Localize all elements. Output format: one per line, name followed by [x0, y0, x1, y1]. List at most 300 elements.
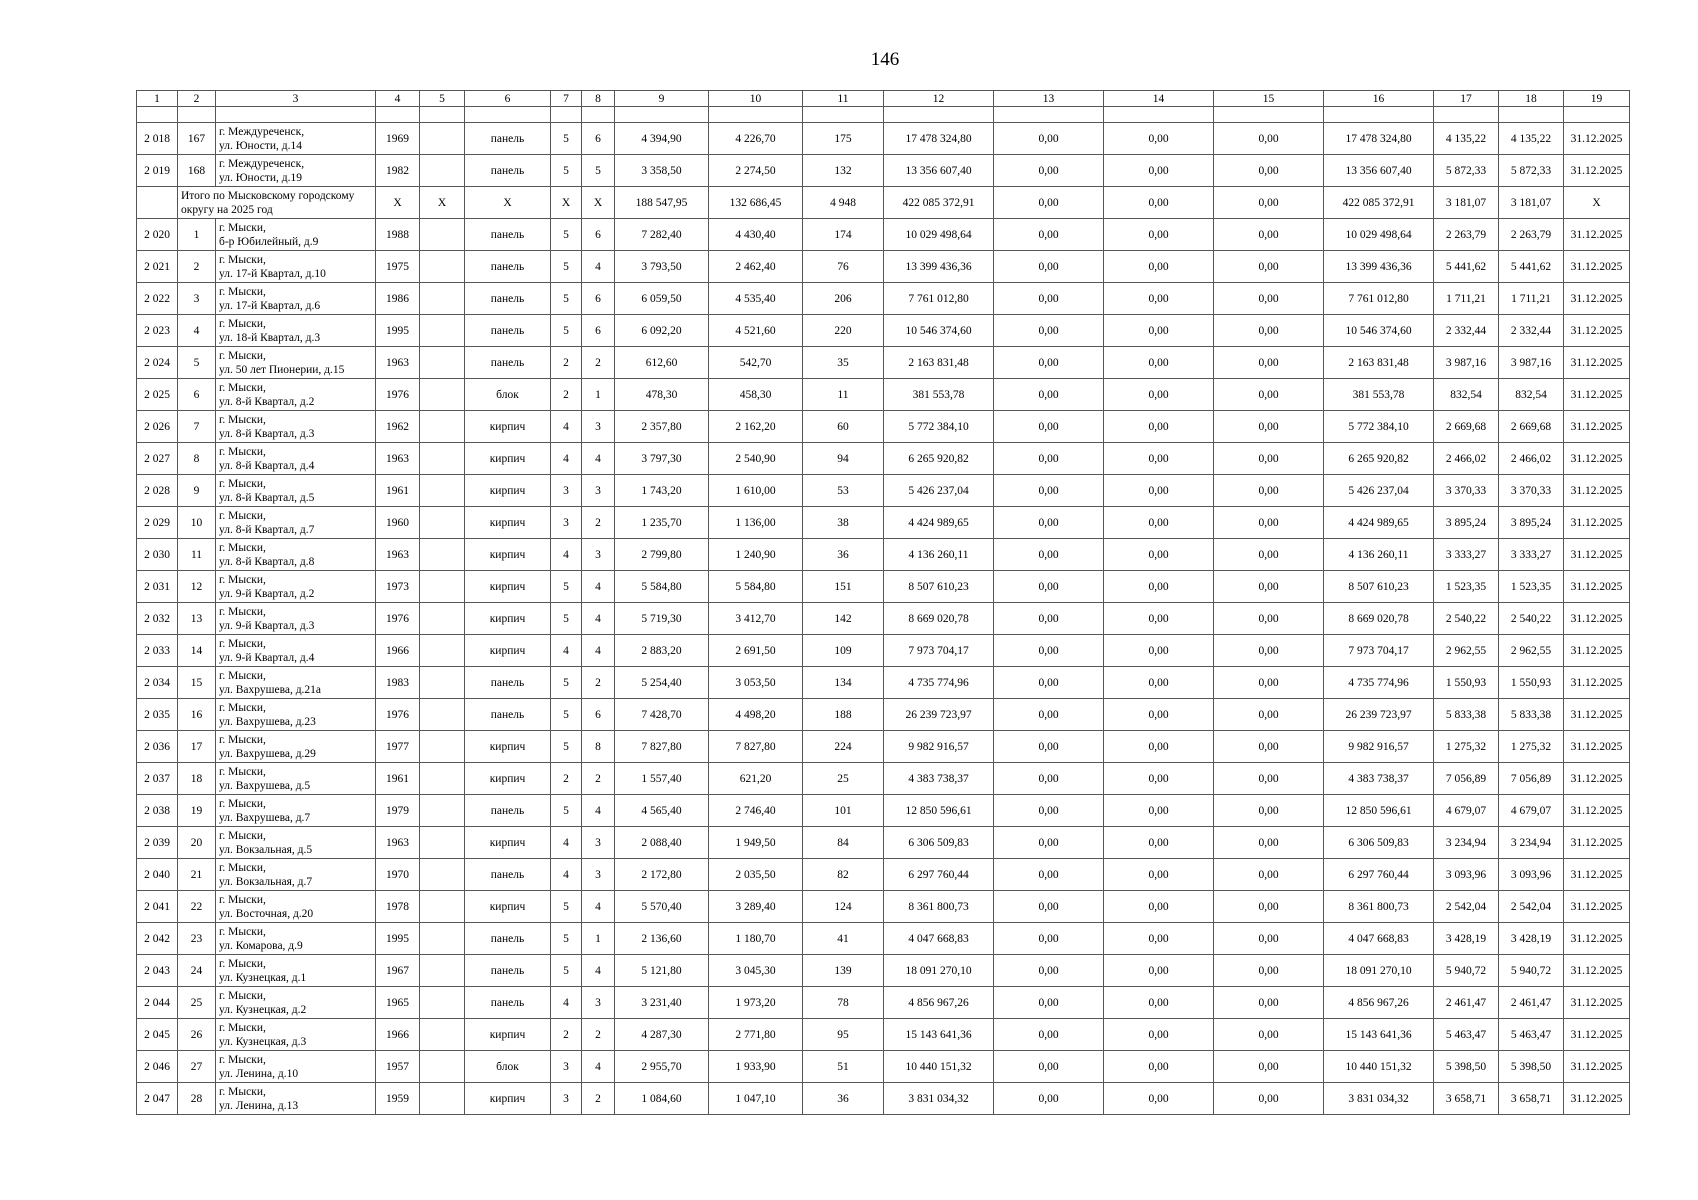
- cell-col-12: 5 426 237,04: [884, 475, 994, 507]
- cell-col-7: 5: [551, 283, 582, 315]
- cell-col-10: 2 691,50: [709, 635, 803, 667]
- column-header-11: 11: [803, 91, 884, 107]
- table-row: [137, 443, 1630, 475]
- cell-col-5: [420, 379, 465, 411]
- cell-col-6: панель: [465, 123, 551, 155]
- cell-col-9: 5 254,40: [615, 667, 709, 699]
- cell-col-15: 0,00: [1214, 1051, 1324, 1083]
- cell-col-16: 13 356 607,40: [1324, 155, 1434, 187]
- cell-col-5: X: [420, 187, 465, 219]
- cell-col-4: 1995: [376, 923, 420, 955]
- cell-col-18: 2 542,04: [1499, 891, 1564, 923]
- address-city: г. Мыски,: [219, 285, 266, 298]
- cell-col-13: 0,00: [994, 315, 1104, 347]
- record-number: 2 019: [137, 155, 178, 187]
- cell-col-8: 4: [582, 955, 615, 987]
- cell-col-15: 0,00: [1214, 187, 1324, 219]
- cell-col-15: 0,00: [1214, 315, 1324, 347]
- cell-col-9: 2 955,70: [615, 1051, 709, 1083]
- cell-col-14: 0,00: [1104, 603, 1214, 635]
- cell-col-10: 1 610,00: [709, 475, 803, 507]
- cell-col-13: 0,00: [994, 123, 1104, 155]
- address-city: г. Мыски,: [219, 413, 266, 426]
- cell-col-7: 5: [551, 891, 582, 923]
- cell-col-19: 31.12.2025: [1564, 891, 1630, 923]
- table-row: [137, 347, 1630, 379]
- cell-col-9: 7 282,40: [615, 219, 709, 251]
- cell-col-9: 3 797,30: [615, 443, 709, 475]
- local-number: 3: [178, 283, 216, 315]
- cell-col-17: 1 275,32: [1434, 731, 1499, 763]
- cell-col-11: 174: [803, 219, 884, 251]
- cell-col-14: 0,00: [1104, 411, 1214, 443]
- column-header-1: 1: [137, 91, 178, 107]
- record-number: 2 030: [137, 539, 178, 571]
- cell-col-8: 6: [582, 699, 615, 731]
- cell-col-7: 5: [551, 699, 582, 731]
- cell-col-13: 0,00: [994, 603, 1104, 635]
- cell-col-8: 2: [582, 667, 615, 699]
- address-city: г. Междуреченск,: [219, 157, 305, 170]
- cell-col-13: 0,00: [994, 219, 1104, 251]
- address-cell: [216, 699, 376, 731]
- cell-col-16: 2 163 831,48: [1324, 347, 1434, 379]
- column-header-17: 17: [1434, 91, 1499, 107]
- cell-col-8: 6: [582, 219, 615, 251]
- cell-col-16: 10 440 151,32: [1324, 1051, 1434, 1083]
- local-number: 22: [178, 891, 216, 923]
- cell-col-7: 4: [551, 827, 582, 859]
- cell-col-13: 0,00: [994, 955, 1104, 987]
- column-header-8: 8: [582, 91, 615, 107]
- cell-col-15: 0,00: [1214, 539, 1324, 571]
- cell-col-9: 478,30: [615, 379, 709, 411]
- cell-col-18: 2 332,44: [1499, 315, 1564, 347]
- cell-col-4: 1995: [376, 315, 420, 347]
- cell-col-7: 5: [551, 571, 582, 603]
- cell-col-5: [420, 891, 465, 923]
- cell-col-6: панель: [465, 219, 551, 251]
- address-cell: [216, 411, 376, 443]
- cell-col-16: 3 831 034,32: [1324, 1083, 1434, 1115]
- cell-col-19: 31.12.2025: [1564, 347, 1630, 379]
- local-number: 168: [178, 155, 216, 187]
- cell-col-18: 1 275,32: [1499, 731, 1564, 763]
- table-header: [137, 91, 1630, 107]
- cell-col-18: 4 679,07: [1499, 795, 1564, 827]
- cell-col-19: 31.12.2025: [1564, 635, 1630, 667]
- address-cell: [216, 667, 376, 699]
- cell-col-16: 6 265 920,82: [1324, 443, 1434, 475]
- cell-col-14: 0,00: [1104, 667, 1214, 699]
- address-street: ул. 8-й Квартал, д.8: [219, 555, 315, 568]
- cell-col-15: 0,00: [1214, 379, 1324, 411]
- cell-col-6: панель: [465, 795, 551, 827]
- cell-col-14: 0,00: [1104, 187, 1214, 219]
- cell-col-18: 3 987,16: [1499, 347, 1564, 379]
- record-number: 2 047: [137, 1083, 178, 1115]
- cell-col-7: 2: [551, 347, 582, 379]
- cell-col-10: 4 521,60: [709, 315, 803, 347]
- address-cell: [216, 283, 376, 315]
- cell-col-17: 2 542,04: [1434, 891, 1499, 923]
- cell-col-19: 31.12.2025: [1564, 539, 1630, 571]
- cell-col-4: 1959: [376, 1083, 420, 1115]
- cell-col-15: 0,00: [1214, 955, 1324, 987]
- cell-col-7: 2: [551, 1019, 582, 1051]
- address-street: ул. 8-й Квартал, д.5: [219, 491, 315, 504]
- column-header-9: 9: [615, 91, 709, 107]
- cell-col-14: 0,00: [1104, 283, 1214, 315]
- cell-col-17: 5 940,72: [1434, 955, 1499, 987]
- address-street: ул. Восточная, д.20: [219, 907, 314, 920]
- address-city: г. Мыски,: [219, 829, 266, 842]
- spacer-cell: [803, 107, 884, 123]
- cell-col-14: 0,00: [1104, 219, 1214, 251]
- cell-col-15: 0,00: [1214, 795, 1324, 827]
- cell-col-17: 5 833,38: [1434, 699, 1499, 731]
- cell-col-17: 2 461,47: [1434, 987, 1499, 1019]
- address-city: г. Мыски,: [219, 893, 266, 906]
- address-street: ул. 9-й Квартал, д.4: [219, 651, 315, 664]
- record-number: 2 033: [137, 635, 178, 667]
- cell-col-17: 3 428,19: [1434, 923, 1499, 955]
- local-number: 18: [178, 763, 216, 795]
- cell-col-17: 3 093,96: [1434, 859, 1499, 891]
- address-street: ул. Вахрушева, д.23: [219, 715, 316, 728]
- cell-col-7: 5: [551, 123, 582, 155]
- cell-col-9: 2 883,20: [615, 635, 709, 667]
- cell-col-4: 1983: [376, 667, 420, 699]
- cell-col-10: 4 226,70: [709, 123, 803, 155]
- cell-col-7: 5: [551, 155, 582, 187]
- cell-col-10: 621,20: [709, 763, 803, 795]
- table-row: [137, 635, 1630, 667]
- cell-col-13: 0,00: [994, 827, 1104, 859]
- table-row: [137, 1051, 1630, 1083]
- cell-col-5: [420, 603, 465, 635]
- cell-col-4: 1963: [376, 347, 420, 379]
- cell-col-7: 3: [551, 1051, 582, 1083]
- cell-col-16: 17 478 324,80: [1324, 123, 1434, 155]
- cell-col-14: 0,00: [1104, 539, 1214, 571]
- cell-col-15: 0,00: [1214, 603, 1324, 635]
- spacer-row: [137, 107, 1630, 123]
- cell-col-10: 1 047,10: [709, 1083, 803, 1115]
- cell-col-9: 5 719,30: [615, 603, 709, 635]
- cell-col-4: X: [376, 187, 420, 219]
- cell-col-14: 0,00: [1104, 379, 1214, 411]
- cell-col-8: X: [582, 187, 615, 219]
- address-street: ул. Юности, д.19: [219, 171, 303, 184]
- cell-col-14: 0,00: [1104, 155, 1214, 187]
- cell-col-6: панель: [465, 955, 551, 987]
- cell-col-14: 0,00: [1104, 827, 1214, 859]
- cell-col-13: 0,00: [994, 251, 1104, 283]
- cell-col-19: 31.12.2025: [1564, 763, 1630, 795]
- column-header-14: 14: [1104, 91, 1214, 107]
- cell-col-12: 10 029 498,64: [884, 219, 994, 251]
- local-number: 17: [178, 731, 216, 763]
- cell-col-8: 4: [582, 795, 615, 827]
- address-city: г. Мыски,: [219, 445, 266, 458]
- cell-col-11: 60: [803, 411, 884, 443]
- spacer-cell: [1564, 107, 1630, 123]
- cell-col-11: 124: [803, 891, 884, 923]
- cell-col-12: 3 831 034,32: [884, 1083, 994, 1115]
- cell-col-16: 10 546 374,60: [1324, 315, 1434, 347]
- local-number: 167: [178, 123, 216, 155]
- cell-col-8: 4: [582, 571, 615, 603]
- cell-col-9: 4 565,40: [615, 795, 709, 827]
- cell-col-11: 38: [803, 507, 884, 539]
- cell-col-18: 2 263,79: [1499, 219, 1564, 251]
- record-number: 2 028: [137, 475, 178, 507]
- cell-col-8: 4: [582, 635, 615, 667]
- address-cell: [216, 1051, 376, 1083]
- cell-col-7: 4: [551, 411, 582, 443]
- cell-col-17: 3 658,71: [1434, 1083, 1499, 1115]
- address-city: г. Междуреченск,: [219, 125, 305, 138]
- address-street: б-р Юбилейный, д.9: [219, 235, 319, 248]
- local-number: 7: [178, 411, 216, 443]
- cell-col-19: 31.12.2025: [1564, 379, 1630, 411]
- cell-col-16: 13 399 436,36: [1324, 251, 1434, 283]
- cell-col-13: 0,00: [994, 443, 1104, 475]
- cell-col-9: 5 121,80: [615, 955, 709, 987]
- column-header-5: 5: [420, 91, 465, 107]
- spacer-cell: [137, 107, 178, 123]
- cell-col-11: 94: [803, 443, 884, 475]
- cell-col-11: 11: [803, 379, 884, 411]
- cell-col-8: 1: [582, 379, 615, 411]
- cell-col-10: 7 827,80: [709, 731, 803, 763]
- cell-col-13: 0,00: [994, 539, 1104, 571]
- address-cell: [216, 731, 376, 763]
- cell-col-15: 0,00: [1214, 987, 1324, 1019]
- cell-col-6: панель: [465, 251, 551, 283]
- local-number: 2: [178, 251, 216, 283]
- cell-col-11: 53: [803, 475, 884, 507]
- cell-col-19: 31.12.2025: [1564, 987, 1630, 1019]
- cell-col-10: 2 540,90: [709, 443, 803, 475]
- cell-col-10: 4 430,40: [709, 219, 803, 251]
- cell-col-4: 1970: [376, 859, 420, 891]
- cell-col-7: 5: [551, 923, 582, 955]
- table-row: [137, 251, 1630, 283]
- cell-col-4: 1976: [376, 699, 420, 731]
- local-number: 8: [178, 443, 216, 475]
- record-number: 2 038: [137, 795, 178, 827]
- address-city: г. Мыски,: [219, 797, 266, 810]
- cell-col-12: 4 047 668,83: [884, 923, 994, 955]
- cell-col-11: 101: [803, 795, 884, 827]
- address-city: г. Мыски,: [219, 1053, 266, 1066]
- cell-col-19: 31.12.2025: [1564, 699, 1630, 731]
- cell-col-4: 1963: [376, 539, 420, 571]
- cell-col-14: 0,00: [1104, 987, 1214, 1019]
- cell-col-15: 0,00: [1214, 923, 1324, 955]
- cell-col-4: 1963: [376, 827, 420, 859]
- cell-col-18: 1 711,21: [1499, 283, 1564, 315]
- table-row: [137, 955, 1630, 987]
- cell-col-8: 6: [582, 283, 615, 315]
- cell-col-10: 1 949,50: [709, 827, 803, 859]
- cell-col-4: 1973: [376, 571, 420, 603]
- cell-col-19: 31.12.2025: [1564, 603, 1630, 635]
- cell-col-11: 220: [803, 315, 884, 347]
- column-header-10: 10: [709, 91, 803, 107]
- cell-col-13: 0,00: [994, 987, 1104, 1019]
- cell-col-8: 4: [582, 603, 615, 635]
- table-row: [137, 507, 1630, 539]
- cell-col-10: 1 240,90: [709, 539, 803, 571]
- spacer-cell: [1499, 107, 1564, 123]
- cell-col-6: кирпич: [465, 507, 551, 539]
- record-number: 2 026: [137, 411, 178, 443]
- cell-col-5: [420, 827, 465, 859]
- cell-col-11: 142: [803, 603, 884, 635]
- cell-col-18: 2 540,22: [1499, 603, 1564, 635]
- cell-col-19: 31.12.2025: [1564, 1083, 1630, 1115]
- cell-col-4: 1986: [376, 283, 420, 315]
- cell-col-12: 6 306 509,83: [884, 827, 994, 859]
- address-street: ул. Комарова, д.9: [219, 939, 303, 952]
- address-city: г. Мыски,: [219, 1021, 266, 1034]
- cell-col-12: 6 297 760,44: [884, 859, 994, 891]
- cell-col-5: [420, 763, 465, 795]
- address-cell: [216, 635, 376, 667]
- cell-col-5: [420, 635, 465, 667]
- cell-col-14: 0,00: [1104, 507, 1214, 539]
- cell-col-12: 422 085 372,91: [884, 187, 994, 219]
- cell-col-10: 2 462,40: [709, 251, 803, 283]
- page-number: 146: [870, 49, 900, 70]
- address-street: ул. 50 лет Пионерии, д.15: [219, 363, 345, 376]
- local-number: 14: [178, 635, 216, 667]
- address-street: ул. 18-й Квартал, д.3: [219, 331, 321, 344]
- cell-col-17: 3 181,07: [1434, 187, 1499, 219]
- local-number: 19: [178, 795, 216, 827]
- column-header-16: 16: [1324, 91, 1434, 107]
- record-number: 2 022: [137, 283, 178, 315]
- cell-col-6: кирпич: [465, 731, 551, 763]
- address-city: г. Мыски,: [219, 765, 266, 778]
- cell-col-12: 18 091 270,10: [884, 955, 994, 987]
- cell-col-5: [420, 731, 465, 763]
- cell-col-16: 9 982 916,57: [1324, 731, 1434, 763]
- cell-col-14: 0,00: [1104, 731, 1214, 763]
- cell-col-10: 132 686,45: [709, 187, 803, 219]
- local-number: 21: [178, 859, 216, 891]
- cell-col-13: 0,00: [994, 155, 1104, 187]
- cell-col-19: 31.12.2025: [1564, 219, 1630, 251]
- spacer-cell: [1324, 107, 1434, 123]
- cell-col-10: 2 162,20: [709, 411, 803, 443]
- cell-col-9: 2 136,60: [615, 923, 709, 955]
- cell-col-17: 5 398,50: [1434, 1051, 1499, 1083]
- address-city: г. Мыски,: [219, 605, 266, 618]
- address-city: г. Мыски,: [219, 669, 266, 682]
- cell-col-6: кирпич: [465, 827, 551, 859]
- table-row: [137, 475, 1630, 507]
- address-street: ул. Ленина, д.10: [219, 1067, 299, 1080]
- cell-col-19: 31.12.2025: [1564, 507, 1630, 539]
- address-street: ул. 8-й Квартал, д.4: [219, 459, 315, 472]
- cell-col-14: 0,00: [1104, 859, 1214, 891]
- record-number: 2 041: [137, 891, 178, 923]
- cell-col-13: 0,00: [994, 571, 1104, 603]
- address-city: г. Мыски,: [219, 221, 266, 234]
- address-street: ул. 8-й Квартал, д.7: [219, 523, 315, 536]
- address-cell: [216, 891, 376, 923]
- cell-col-13: 0,00: [994, 763, 1104, 795]
- cell-col-16: 6 306 509,83: [1324, 827, 1434, 859]
- address-cell: [216, 507, 376, 539]
- cell-col-6: панель: [465, 859, 551, 891]
- address-city: г. Мыски,: [219, 957, 266, 970]
- cell-col-15: 0,00: [1214, 1019, 1324, 1051]
- table-row: [137, 891, 1630, 923]
- cell-col-6: кирпич: [465, 891, 551, 923]
- cell-col-18: 3 093,96: [1499, 859, 1564, 891]
- cell-col-7: 4: [551, 635, 582, 667]
- column-header-12: 12: [884, 91, 994, 107]
- cell-col-11: 175: [803, 123, 884, 155]
- cell-col-18: 3 428,19: [1499, 923, 1564, 955]
- cell-col-5: [420, 923, 465, 955]
- cell-col-10: 1 180,70: [709, 923, 803, 955]
- cell-col-7: 5: [551, 315, 582, 347]
- cell-col-13: 0,00: [994, 699, 1104, 731]
- cell-col-18: 3 658,71: [1499, 1083, 1564, 1115]
- cell-col-12: 8 361 800,73: [884, 891, 994, 923]
- cell-col-16: 7 761 012,80: [1324, 283, 1434, 315]
- cell-col-15: 0,00: [1214, 763, 1324, 795]
- cell-col-15: 0,00: [1214, 891, 1324, 923]
- table-row: [137, 987, 1630, 1019]
- cell-col-6: панель: [465, 667, 551, 699]
- cell-col-15: 0,00: [1214, 507, 1324, 539]
- cell-col-16: 4 856 967,26: [1324, 987, 1434, 1019]
- cell-col-14: 0,00: [1104, 891, 1214, 923]
- record-number: 2 023: [137, 315, 178, 347]
- address-street: ул. Вахрушева, д.21а: [219, 683, 322, 696]
- table-row: [137, 603, 1630, 635]
- cell-col-16: 5 426 237,04: [1324, 475, 1434, 507]
- cell-col-5: [420, 283, 465, 315]
- cell-col-19: 31.12.2025: [1564, 827, 1630, 859]
- cell-col-5: [420, 1051, 465, 1083]
- cell-col-15: 0,00: [1214, 571, 1324, 603]
- cell-col-14: 0,00: [1104, 699, 1214, 731]
- record-number: 2 027: [137, 443, 178, 475]
- cell-col-14: 0,00: [1104, 251, 1214, 283]
- cell-col-4: 1969: [376, 123, 420, 155]
- cell-col-8: 3: [582, 475, 615, 507]
- cell-col-18: 3 333,27: [1499, 539, 1564, 571]
- address-cell: [216, 379, 376, 411]
- cell-col-9: 4 394,90: [615, 123, 709, 155]
- cell-col-9: 6 092,20: [615, 315, 709, 347]
- cell-col-15: 0,00: [1214, 283, 1324, 315]
- table-row: [137, 155, 1630, 187]
- record-number: 2 040: [137, 859, 178, 891]
- cell-col-18: 3 181,07: [1499, 187, 1564, 219]
- cell-col-17: 4 679,07: [1434, 795, 1499, 827]
- cell-col-9: 7 827,80: [615, 731, 709, 763]
- cell-col-4: 1965: [376, 987, 420, 1019]
